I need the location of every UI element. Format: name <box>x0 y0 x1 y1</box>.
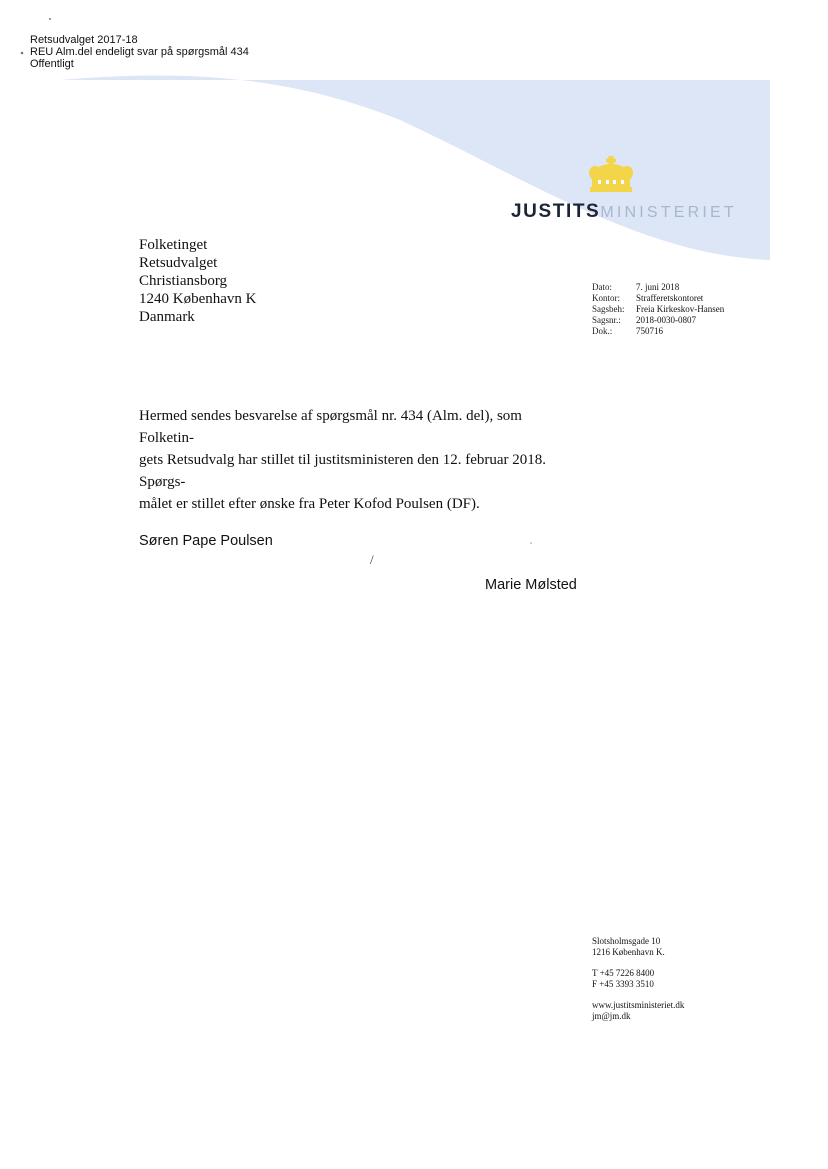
meta-label: Dok.: <box>592 326 613 336</box>
footer-fax: F +45 3393 3510 <box>592 979 654 989</box>
meta-value: 7. juni 2018 <box>636 282 680 292</box>
meta-row <box>592 304 724 315</box>
footer-website[interactable]: www.justitsministeriet.dk <box>592 1000 685 1010</box>
body-line: gets Retsudvalg har stillet til justitsministeren den 12. februar 2018. Spørgs- <box>139 452 547 490</box>
footer-city: 1216 København K. <box>592 947 665 957</box>
meta-label: Kontor: <box>592 293 620 303</box>
letterhead-wave <box>0 60 828 270</box>
meta-row <box>592 282 724 293</box>
meta-label: Sagsbeh: <box>592 304 625 314</box>
meta-row <box>592 315 724 326</box>
official-signature: Marie Mølsted <box>485 577 577 593</box>
logo-justits: JUSTITS <box>511 201 601 222</box>
meta-value: Strafferetskontoret <box>636 293 704 303</box>
stamp-committee: Retsudvalget 2017-18 <box>30 34 138 46</box>
body-line: målet er stillet efter ønske fra Peter Kofod Poulsen (DF). <box>139 496 480 512</box>
meta-row <box>592 293 724 304</box>
meta-row <box>592 326 724 337</box>
signature-slash: / <box>370 552 374 567</box>
meta-value: Freia Kirkeskov-Hansen <box>636 304 725 314</box>
meta-value: 750716 <box>636 326 663 336</box>
body-line: Hermed sendes besvarelse af spørgsmål nr. 434 (Alm. del), som Folketin- <box>139 408 522 446</box>
footer-phone: T +45 7226 8400 <box>592 968 655 978</box>
ministry-contact <box>592 936 684 1022</box>
logo-ministeriet: MINISTERIET <box>600 204 737 221</box>
recipient-line: Retsudvalget <box>139 255 218 271</box>
ministry-logo <box>511 200 737 225</box>
footer-email[interactable]: jm@jm.dk <box>592 1011 631 1021</box>
minister-signature: Søren Pape Poulsen <box>139 533 273 549</box>
stamp-reference: REU Alm.del endeligt svar på spørgsmål 434 <box>30 46 249 58</box>
recipient-line: Folketinget <box>139 237 208 253</box>
crown-icon <box>588 156 634 194</box>
letter-metadata <box>592 282 724 337</box>
meta-label: Dato: <box>592 282 612 292</box>
meta-value: 2018-0030-0807 <box>636 315 696 325</box>
stamp-classification: Offentligt <box>30 58 74 70</box>
meta-label: Sagsnr.: <box>592 315 621 325</box>
recipient-line: Christiansborg <box>139 273 228 289</box>
recipient-line: 1240 København K <box>139 291 257 307</box>
recipient-line: Danmark <box>139 309 195 325</box>
recipient-address <box>139 236 256 326</box>
footer-street: Slotsholmsgade 10 <box>592 936 661 946</box>
letter-body <box>139 405 579 515</box>
